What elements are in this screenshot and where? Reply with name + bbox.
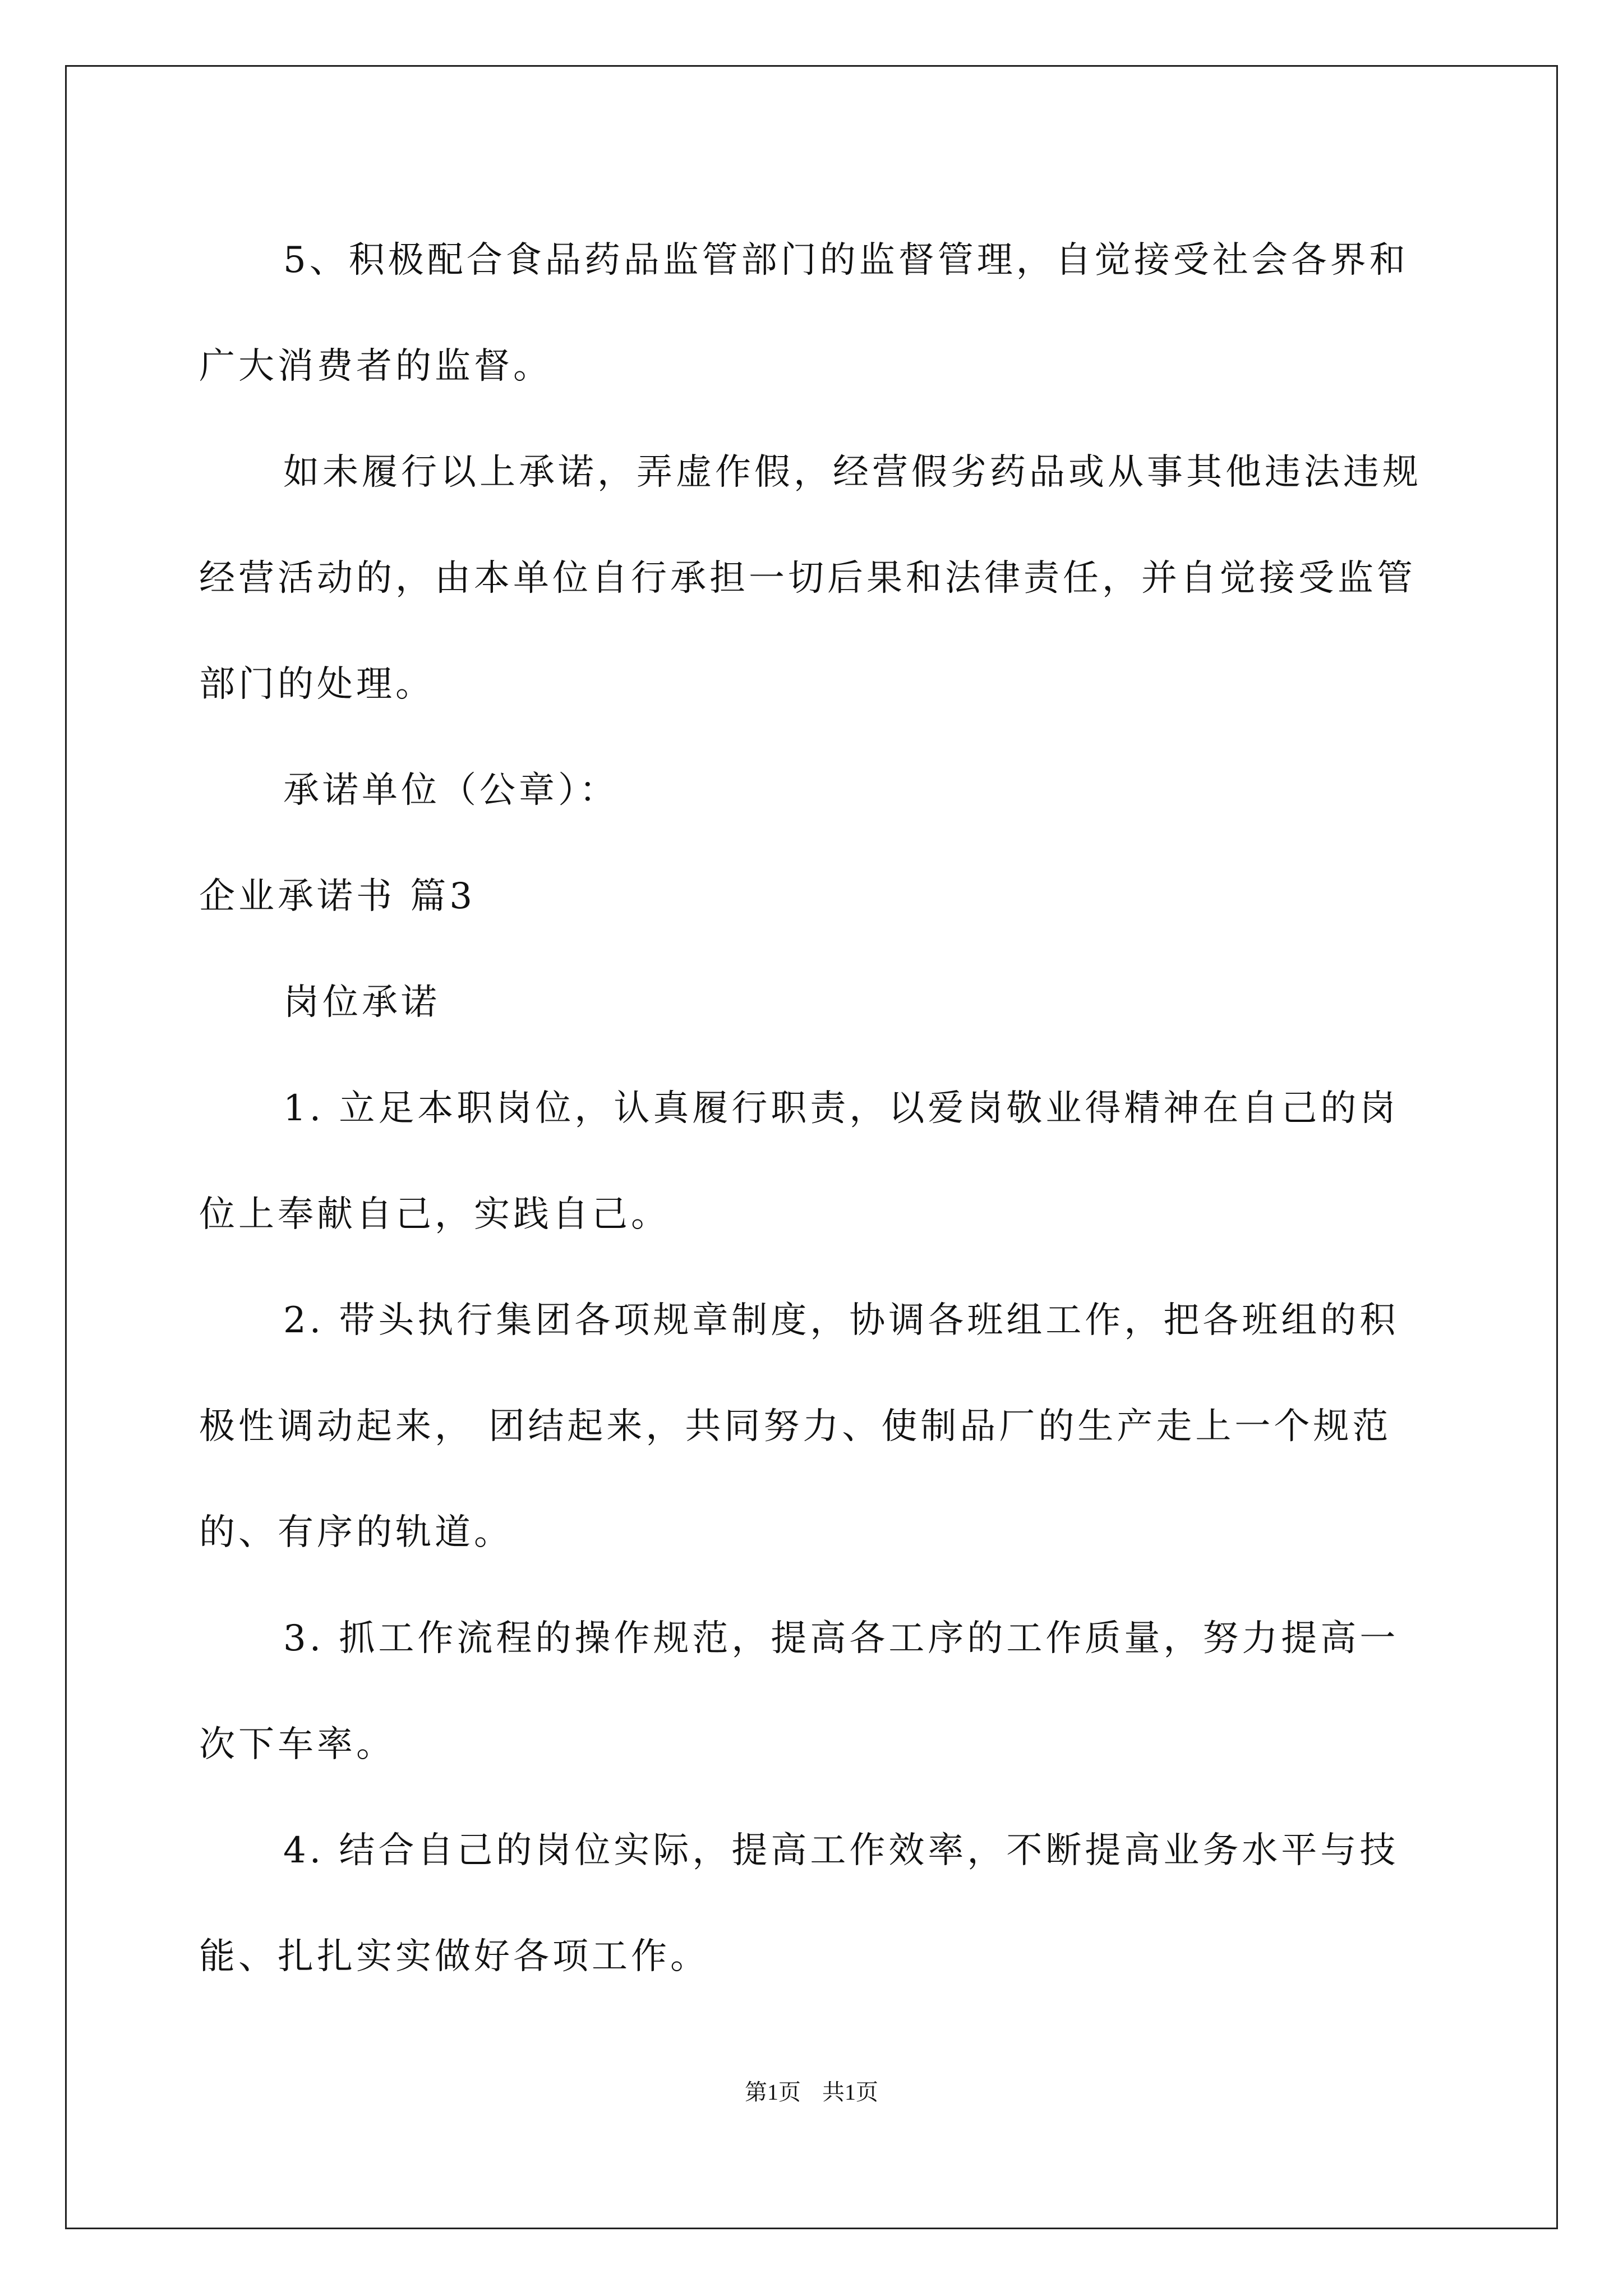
paragraph-item-3: 3. 抓工作流程的操作规范，提高各工序的工作质量，努力提高一次下车率。 bbox=[199, 1618, 1399, 1765]
paragraph-item-4: 4. 结合自己的岗位实际，提高工作效率，不断提高业务水平与技能、扎扎实实做好各项工作。 bbox=[199, 1830, 1399, 1977]
subsection-title: 岗位承诺 bbox=[283, 982, 440, 1023]
paragraph-violation-clause: 如未履行以上承诺，弄虚作假，经营假劣药品或从事其他违法违规经营活动的，由本单位自行承担一切后果和法律责任，并自觉接受监管部门的处理。 bbox=[199, 452, 1422, 705]
section-heading: 企业承诺书 篇3 bbox=[199, 876, 476, 917]
paragraph-item-2: 2. 带头执行集团各项规章制度，协调各班组工作，把各班组的积极性调动起来， 团结起来，共同努力、使制品厂的生产走上一个规范的、有序的轨道。 bbox=[199, 1300, 1399, 1553]
paragraph-item-1: 1. 立足本职岗位，认真履行职责，以爱岗敬业得精神在自己的岗位上奉献自己，实践自己。 bbox=[199, 1088, 1399, 1235]
page-footer bbox=[0, 2076, 1623, 2109]
page-total: 共1页 bbox=[822, 2079, 878, 2105]
document-body bbox=[199, 208, 1422, 2010]
paragraph-item-5: 5、积极配合食品药品监管部门的监督管理，自觉接受社会各界和广大消费者的监督。 bbox=[199, 240, 1409, 387]
paragraph-signature-unit: 承诺单位（公章）： bbox=[283, 770, 619, 811]
page-number: 第1页 bbox=[745, 2079, 801, 2105]
